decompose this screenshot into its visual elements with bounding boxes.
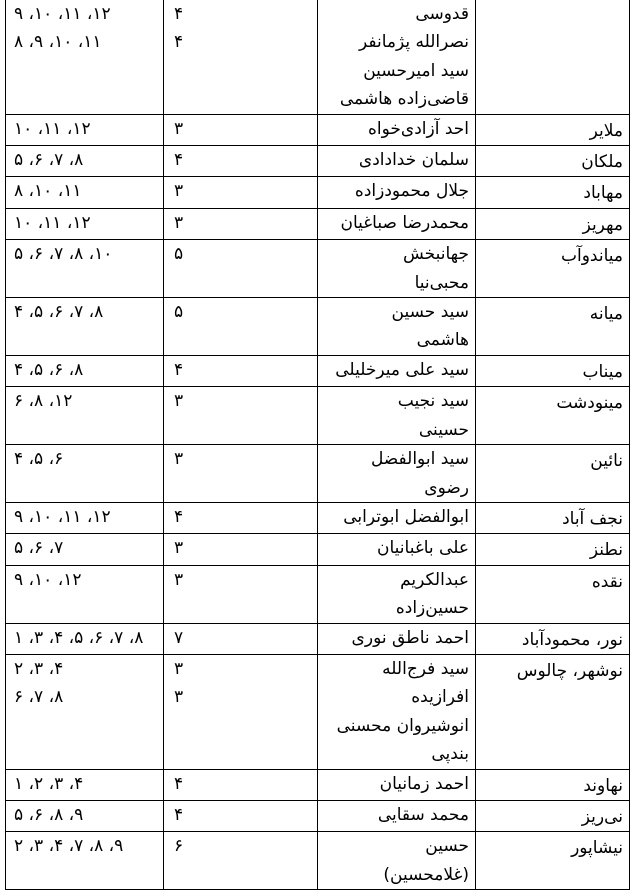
classes-value: ۱۱، ۱۰، ۹، ۸ <box>14 32 102 53</box>
city-cell <box>476 387 630 445</box>
count-value: ۳ <box>174 118 184 139</box>
count-value: ۳ <box>174 181 184 202</box>
classes-cell <box>6 445 164 503</box>
candidate-name-line: نصرالله پژمانفر <box>358 32 469 53</box>
candidate-name-line: علی باغبانیان <box>377 538 469 559</box>
city-cell <box>476 240 630 298</box>
table-row <box>6 623 630 654</box>
classes-cell <box>6 832 164 890</box>
candidate-cell <box>318 298 476 356</box>
count-cell <box>164 387 318 445</box>
candidate-cell <box>318 355 476 386</box>
candidate-name-line: هاشمی <box>416 330 469 351</box>
classes-cell <box>6 387 164 445</box>
city-cell <box>476 298 630 356</box>
classes-value: ۸، ۷، ۶ <box>14 687 64 708</box>
city-cell <box>476 832 630 890</box>
count-cell <box>164 355 318 386</box>
count-value: ۳ <box>174 569 184 590</box>
candidate-name-line: حسین <box>425 836 469 857</box>
table-row <box>6 240 630 298</box>
city-cell <box>476 355 630 386</box>
count-value: ۳ <box>174 687 184 708</box>
count-cell <box>164 832 318 890</box>
classes-value: ۴، ۳، ۲ <box>14 658 64 679</box>
count-value: ۷ <box>174 627 184 648</box>
classes-value: ۸، ۷، ۶، ۵، ۴، ۳، ۱ <box>14 627 144 648</box>
city-cell <box>476 208 630 239</box>
classes-value: ۶، ۵، ۴ <box>14 449 64 470</box>
classes-value: ۱۲، ۱۱، ۱۰ <box>14 118 91 139</box>
table-row <box>6 654 630 769</box>
table-row <box>6 177 630 208</box>
city-name: میناب <box>582 361 623 382</box>
table-row <box>6 800 630 831</box>
candidate-cell <box>318 208 476 239</box>
classes-value: ۱۱، ۱۰، ۸ <box>14 181 82 202</box>
candidate-name-line: محبی‌نیا <box>414 272 469 293</box>
candidate-cell <box>318 0 476 114</box>
table-row <box>6 445 630 503</box>
candidate-cell <box>318 800 476 831</box>
classes-cell <box>6 800 164 831</box>
classes-cell <box>6 208 164 239</box>
table-row <box>6 0 630 114</box>
candidate-name-line: سید فرج‌الله <box>382 658 469 679</box>
candidate-name-line: قدوسی <box>415 4 469 24</box>
candidate-cell <box>318 240 476 298</box>
classes-cell <box>6 534 164 565</box>
classes-cell <box>6 623 164 654</box>
candidate-cell <box>318 769 476 800</box>
candidate-cell <box>318 502 476 533</box>
candidate-name-line: حسین‌زاده <box>395 598 469 619</box>
city-name: نهاوند <box>583 775 623 796</box>
city-name: مهریز <box>582 214 623 235</box>
city-cell <box>476 534 630 565</box>
table-row <box>6 769 630 800</box>
classes-value: ۹، ۸، ۷، ۴، ۳، ۲ <box>14 836 124 857</box>
city-name: میاندوآب <box>560 246 623 267</box>
count-cell <box>164 0 318 114</box>
city-name: نائین <box>590 451 623 472</box>
city-name: نیشاپور <box>571 838 623 859</box>
table-row <box>6 114 630 145</box>
city-cell <box>476 565 630 623</box>
count-value: ۳ <box>174 212 184 233</box>
table-row <box>6 502 630 533</box>
candidate-cell <box>318 623 476 654</box>
count-cell <box>164 769 318 800</box>
constituency-table <box>5 0 630 890</box>
city-name: ملکان <box>581 152 623 173</box>
classes-value: ۹، ۸، ۶، ۵ <box>14 804 84 825</box>
candidate-name-line: قاضی‌زاده هاشمی <box>339 89 469 110</box>
city-name: نوشهر، چالوس <box>516 660 623 681</box>
classes-value: ۷، ۶، ۵ <box>14 538 64 559</box>
candidate-cell <box>318 387 476 445</box>
count-value: ۴ <box>174 506 184 527</box>
candidate-name-line: انوشیروان محسنی <box>336 715 469 736</box>
count-value: ۵ <box>174 302 184 323</box>
classes-cell <box>6 0 164 114</box>
candidate-name-line: جلال محمودزاده <box>354 181 469 202</box>
city-cell <box>476 800 630 831</box>
count-value: ۶ <box>174 836 184 857</box>
count-cell <box>164 623 318 654</box>
count-value: ۴ <box>174 359 184 380</box>
count-cell <box>164 298 318 356</box>
count-value: ۳ <box>174 538 184 559</box>
count-value: ۴ <box>174 804 184 825</box>
count-value: ۳ <box>174 658 184 679</box>
candidate-name-line: سید علی میرخلیلی <box>335 359 469 380</box>
city-name: نجف آباد <box>562 508 623 529</box>
count-value: ۳ <box>174 449 184 470</box>
count-cell <box>164 565 318 623</box>
classes-value: ۱۰، ۸، ۷، ۶، ۵ <box>14 244 113 265</box>
candidate-name-line: سید حسین <box>391 302 469 323</box>
candidate-cell <box>318 114 476 145</box>
candidate-name-line: محمدرضا صباغیان <box>340 212 469 233</box>
candidate-name-line: جهانبخش <box>402 244 469 265</box>
count-cell <box>164 177 318 208</box>
classes-cell <box>6 565 164 623</box>
city-cell <box>476 623 630 654</box>
table-row <box>6 387 630 445</box>
candidate-name-line: افرازیده <box>411 687 469 708</box>
table-row <box>6 565 630 623</box>
candidate-name-line: سلمان خدادادی <box>358 150 469 171</box>
count-cell <box>164 240 318 298</box>
candidate-name-line: ابوالفضل ابوترابی <box>343 506 469 527</box>
candidate-cell <box>318 177 476 208</box>
count-value: ۴ <box>174 4 184 24</box>
classes-value: ۱۲، ۱۱، ۱۰، ۹ <box>14 506 111 527</box>
candidate-name-line: (غلامحسین) <box>383 864 469 885</box>
classes-value: ۸، ۶، ۵، ۴ <box>14 359 84 380</box>
city-cell <box>476 0 630 114</box>
table-body <box>6 0 630 890</box>
classes-value: ۱۲، ۱۱، ۱۰ <box>14 212 91 233</box>
table-row <box>6 534 630 565</box>
count-cell <box>164 445 318 503</box>
classes-value: ۸، ۷، ۶، ۵ <box>14 150 84 171</box>
table-row <box>6 208 630 239</box>
city-name: نطنز <box>589 540 623 561</box>
table-row <box>6 146 630 177</box>
classes-value: ۱۲، ۸، ۶ <box>14 391 73 412</box>
classes-value: ۸، ۷، ۶، ۵، ۴ <box>14 302 104 323</box>
classes-cell <box>6 298 164 356</box>
classes-cell <box>6 114 164 145</box>
city-cell <box>476 769 630 800</box>
city-name: نی‌ریز <box>581 806 623 827</box>
classes-value: ۱۲، ۱۰، ۹ <box>14 569 82 590</box>
classes-value: ۱۲، ۱۱، ۱۰، ۹ <box>14 4 111 24</box>
city-name: مهاباد <box>583 183 623 204</box>
count-value: ۵ <box>174 244 184 265</box>
count-value: ۴ <box>174 32 184 53</box>
classes-cell <box>6 177 164 208</box>
classes-cell <box>6 355 164 386</box>
city-cell <box>476 445 630 503</box>
city-name: میانه <box>589 304 623 325</box>
city-name: نور، محمودآباد <box>521 629 623 650</box>
table-row <box>6 355 630 386</box>
classes-cell <box>6 769 164 800</box>
candidate-cell <box>318 534 476 565</box>
candidate-name-line: بندپی <box>431 744 469 765</box>
city-cell <box>476 177 630 208</box>
candidate-name-line: عبدالکریم <box>400 569 469 590</box>
candidate-name-line: محمد سقایی <box>377 804 469 825</box>
count-cell <box>164 800 318 831</box>
candidate-name-line: رضوی <box>424 477 469 498</box>
city-cell <box>476 654 630 769</box>
candidate-cell <box>318 654 476 769</box>
city-name: مینودشت <box>556 393 623 414</box>
city-cell <box>476 146 630 177</box>
city-name: ملایر <box>589 120 623 141</box>
candidate-name-line: احمد ناطق نوری <box>351 627 469 648</box>
count-value: ۳ <box>174 391 184 412</box>
count-cell <box>164 114 318 145</box>
count-cell <box>164 534 318 565</box>
candidate-cell <box>318 565 476 623</box>
count-cell <box>164 146 318 177</box>
city-cell <box>476 502 630 533</box>
count-cell <box>164 208 318 239</box>
city-cell <box>476 114 630 145</box>
candidate-cell <box>318 445 476 503</box>
city-name: نقده <box>591 571 623 592</box>
classes-value: ۴، ۳، ۲، ۱ <box>14 773 84 794</box>
candidate-cell <box>318 146 476 177</box>
classes-cell <box>6 654 164 769</box>
candidate-name-line: سید نجیب <box>397 391 469 412</box>
classes-cell <box>6 146 164 177</box>
candidate-name-line: سید امیرحسین <box>363 60 469 81</box>
classes-cell <box>6 240 164 298</box>
candidate-name-line: احمد زمانیان <box>379 773 469 794</box>
count-cell <box>164 654 318 769</box>
candidate-name-line: سید ابوالفضل <box>370 449 469 470</box>
classes-cell <box>6 502 164 533</box>
candidate-name-line: احد آزادی‌خواه <box>367 118 469 139</box>
table-row <box>6 298 630 356</box>
table-row <box>6 832 630 890</box>
candidate-name-line: حسینی <box>418 419 469 440</box>
count-value: ۴ <box>174 773 184 794</box>
count-cell <box>164 502 318 533</box>
count-value: ۴ <box>174 150 184 171</box>
candidate-cell <box>318 832 476 890</box>
